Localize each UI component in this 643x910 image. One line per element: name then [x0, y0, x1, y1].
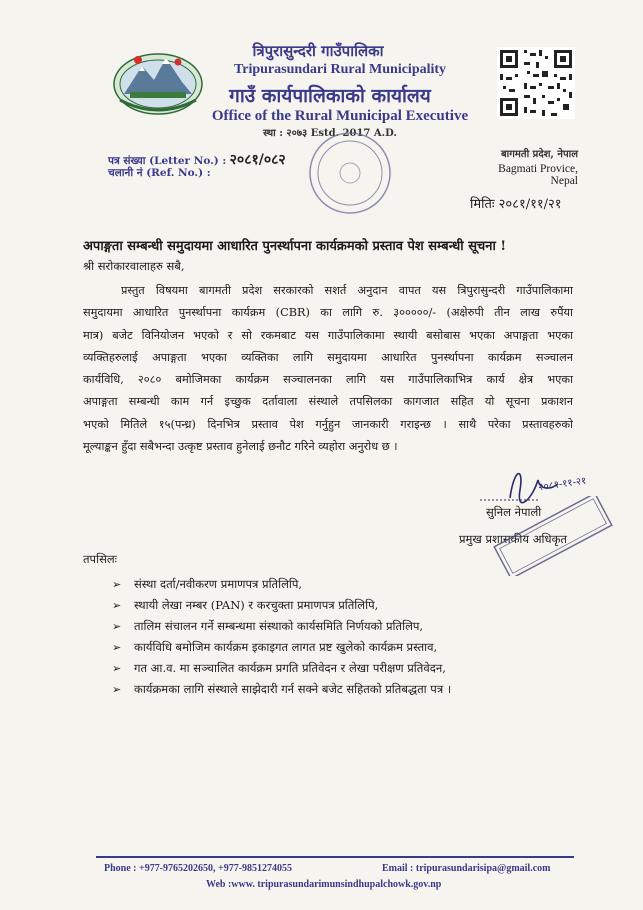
header-office-nepali: गाउँ कार्यपालिकाको कार्यालय	[229, 85, 431, 107]
paragraph-line: कार्यविधि, २०८० बमोजिमका कार्यक्रम सञ्चालनका लागि यस गाउँपालिकाभित्र कार्य क्षेत्र भएका	[83, 373, 573, 387]
list-item-text: कार्यक्रमका लागि संस्थाले साझेदारी गर्न सक्ने बजेट सहितको प्रतिबद्धता पत्र ।	[134, 682, 452, 696]
notice-subject: अपाङ्गता सम्बन्धी समुदायमा आधारित पुनर्स्थापना कार्यक्रमको प्रस्ताव पेश सम्बन्धी सूचना !	[83, 239, 507, 254]
paragraph-line: भएको मितिले १५(पन्ध्र) दिनभित्र प्रस्ताव पेश गर्नुहुन जानकारी गराइन्छ । साथै परेका प्रस्तावहरुको	[83, 417, 573, 431]
qr-code-image	[497, 47, 575, 119]
ref-number-label: चलानी नं (Ref. No.) :	[108, 167, 211, 179]
arrow-bullet-icon: ➢	[112, 599, 122, 612]
details-list	[112, 574, 451, 700]
signatory-name: सुनिल नेपाली	[486, 505, 542, 519]
list-item-text: स्थायी लेखा नम्बर (PAN) र करचुक्ता प्रमाणपत्र प्रतिलिपि,	[134, 598, 379, 612]
paragraph-line: मूल्याङ्कन हुँदा सबैभन्दा उत्कृष्ट प्रस्ताव हुनेलाई छनौट गरिने व्यहोरा अनुरोध छ ।	[83, 440, 398, 454]
letter-number-label: पत्र संख्या (Letter No.) :	[108, 155, 227, 167]
province-block	[488, 146, 578, 187]
office-round-stamp	[305, 128, 395, 218]
paragraph-line: प्रस्तुत विषयमा बागमती प्रदेश सरकारको सशर्त अनुदान वापत यस त्रिपुरासुन्दरी गाउँपालिकामा	[121, 284, 573, 297]
details-title: तपसिलः	[83, 552, 117, 566]
signature-date: २०८१-११-२१	[537, 475, 588, 494]
list-item	[112, 679, 451, 700]
header-established: स्था : २०७३ Estd. 2017 A.D.	[263, 128, 397, 139]
footer-email: Email : tripurasundarisipa@gmail.com	[382, 863, 551, 874]
footer-web: Web :www. tripurasundarimunsindhupalchowk.gov.np	[206, 879, 442, 890]
arrow-bullet-icon: ➢	[112, 620, 122, 633]
header-office-english: Office of the Rural Municipal Executive	[211, 108, 469, 124]
list-item	[112, 574, 451, 595]
list-item-text: गत आ.व. मा सञ्चालित कार्यक्रम प्रगति प्रतिवेदन र लेखा परीक्षण प्रतिवेदन,	[134, 661, 446, 675]
list-item-text: तालिम संचालन गर्ने सम्बन्धमा संस्थाको कार्यसमिति निर्णयको प्रतिलिप,	[134, 619, 424, 633]
notice-paragraph	[83, 280, 573, 458]
arrow-bullet-icon: ➢	[112, 578, 122, 591]
header-name-nepali: त्रिपुरासुन्दरी गाउँपालिका	[252, 42, 384, 60]
letter-number-value: २०८१/०८२	[229, 152, 286, 168]
list-item-text: संस्था दर्ता/नवीकरण प्रमाणपत्र प्रतिलिपि,	[134, 577, 303, 591]
footer-phone: Phone : +977-9765202650, +977-9851274055	[104, 863, 293, 874]
province-nepali: बागमती प्रदेश, नेपाल	[500, 149, 578, 160]
list-item-text: कार्यविधि बमोजिम कार्यक्रम इकाइगत लागत प्रष्ट खुलेको कार्यक्रम प्रस्ताव,	[134, 640, 438, 654]
paragraph-line: अपाङ्गता सम्बन्धी काम गर्न इच्छुक दर्तावाला संस्थाले तपसिलका कागजात सहित यो सूचना प्रकाशन	[83, 395, 573, 409]
signatory-post: प्रमुख प्रशासकीय अधिकृत	[459, 532, 567, 546]
header-name-english: Tripurasundari Rural Municipality	[233, 62, 447, 77]
list-item	[112, 616, 451, 637]
arrow-bullet-icon: ➢	[112, 641, 122, 654]
paragraph-line: मात्र) बजेट विनियोजन भएको र सो रकमबाट यस गाउँपालिकामा स्थायी बसोबास भएका अपाङ्गता भएका	[83, 328, 573, 342]
arrow-bullet-icon: ➢	[112, 662, 122, 675]
list-item	[112, 658, 451, 679]
footer-divider	[96, 856, 574, 858]
ref-number-row	[108, 166, 211, 180]
officer-rectangle-stamp	[488, 496, 618, 576]
list-item	[112, 637, 451, 658]
salutation: श्री सरोकारवालाहरु सबै,	[83, 259, 185, 273]
list-item	[112, 595, 451, 616]
paragraph-line: व्यक्तिहरुलाई अपाङ्गता भएका व्यक्तिका लागि समुदायमा आधारित पुनर्स्थापना कार्यक्रम सञ्चालन	[83, 350, 573, 364]
paragraph-line: समुदायमा आधारित पुनर्स्थापना कार्यक्रम (CBR) का लागि रु. ३०००००/- (अक्षेरुपी तीन लाख रुपैंया	[83, 306, 573, 320]
letter-date: मितिः २०८१/११/२१	[470, 197, 562, 212]
arrow-bullet-icon: ➢	[112, 683, 122, 696]
province-english: Bagmati Provice, Nepal	[498, 163, 578, 187]
